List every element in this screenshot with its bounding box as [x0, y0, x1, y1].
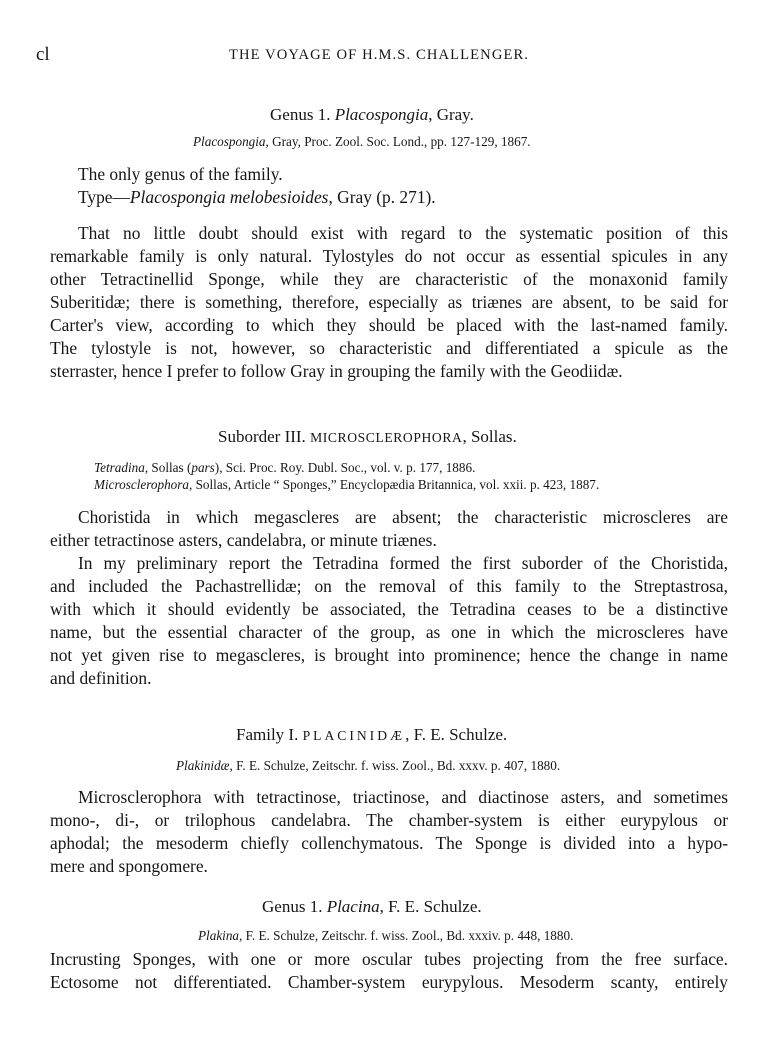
suborder-heading: Suborder III. MICROSCLEROPHORA, Sollas.: [218, 427, 517, 446]
genus-placospongia-note: The only genus of the family.: [78, 164, 283, 184]
paragraph-line: either tetractinose asters, candelabra, or minute triænes.: [50, 530, 437, 550]
paragraph-line: That no little doubt should exist with regard to the systematic position of this: [78, 223, 728, 243]
paragraph-line: other Tetractinellid Sponge, while they are characteristic of the monaxonid family: [50, 269, 728, 289]
paragraph-line: with which it should evidently be associated, the Tetradina ceases to be a distinctive: [50, 599, 728, 619]
paragraph-line: and definition.: [50, 668, 152, 688]
paragraph-line: Incrusting Sponges, with one or more oscular tubes projecting from the free surface.: [50, 949, 728, 969]
genus-placospongia-heading: Genus 1. Placospongia, Gray.: [270, 105, 474, 124]
paragraph-line: not yet given rise to megascleres, is brought into prominence; hence the change in name: [50, 645, 728, 665]
paragraph-line: mono-, di-, or trilophous candelabra. The chamber-system is either eurypylous or: [50, 810, 728, 830]
family-citation: Plakinidæ, F. E. Schulze, Zeitschr. f. wiss. Zool., Bd. xxxv. p. 407, 1880.: [176, 758, 561, 773]
genus-placospongia-type: Type—Placospongia melobesioides, Gray (p. 271).: [78, 187, 436, 207]
page-number: cl: [36, 44, 50, 65]
genus-placospongia-citation: Placospongia, Gray, Proc. Zool. Soc. Lond., pp. 127-129, 1867.: [193, 134, 531, 149]
paragraph-line: name, but the essential character of the group, as one in which the microscleres have: [50, 622, 728, 642]
paragraph-line: aphodal; the mesoderm chiefly collenchymatous. The Sponge is divided into a hypo-: [50, 833, 728, 853]
genus-placina-heading: Genus 1. Placina, F. E. Schulze.: [262, 897, 482, 916]
paragraph-line: remarkable family is only natural. Tylostyles do not occur as essential spicules in any: [50, 246, 728, 266]
paragraph-line: mere and spongomere.: [50, 856, 208, 876]
running-title: THE VOYAGE OF H.M.S. CHALLENGER.: [229, 47, 530, 63]
paragraph-line: Suberitidæ; there is something, therefore, especially as triænes are absent, to be said for: [50, 292, 728, 312]
paragraph-line: The tylostyle is not, however, so characteristic and differentiated a spicule as the: [50, 338, 728, 358]
suborder-citation-2: Microsclerophora, Sollas, Article “ Sponges,” Encyclopædia Britannica, vol. xxii. p. 423, 1887.: [94, 477, 600, 492]
genus-placina-citation: Plakina, F. E. Schulze, Zeitschr. f. wiss. Zool., Bd. xxxiv. p. 448, 1880.: [198, 928, 574, 943]
paragraph-line: Microsclerophora with tetractinose, triactinose, and diactinose asters, and sometimes: [78, 787, 728, 807]
paragraph-line: Ectosome not differentiated. Chamber-system eurypylous. Mesoderm scanty, entirely: [50, 972, 728, 992]
suborder-citation-1: Tetradina, Sollas (pars), Sci. Proc. Roy. Dubl. Soc., vol. v. p. 177, 1886.: [94, 460, 476, 475]
paragraph-line: Choristida in which megascleres are absent; the characteristic microscleres are: [78, 507, 728, 527]
family-heading: Family I. PLACINIDÆ, F. E. Schulze.: [236, 725, 508, 744]
paragraph-line: In my preliminary report the Tetradina formed the first suborder of the Choristida,: [78, 553, 728, 573]
paragraph-line: Carter's view, according to which they should be placed with the last-named family.: [50, 315, 728, 335]
paragraph-line: sterraster, hence I prefer to follow Gray in grouping the family with the Geodiidæ.: [50, 361, 623, 381]
paragraph-line: and included the Pachastrellidæ; on the removal of this family to the Streptastrosa,: [50, 576, 728, 596]
